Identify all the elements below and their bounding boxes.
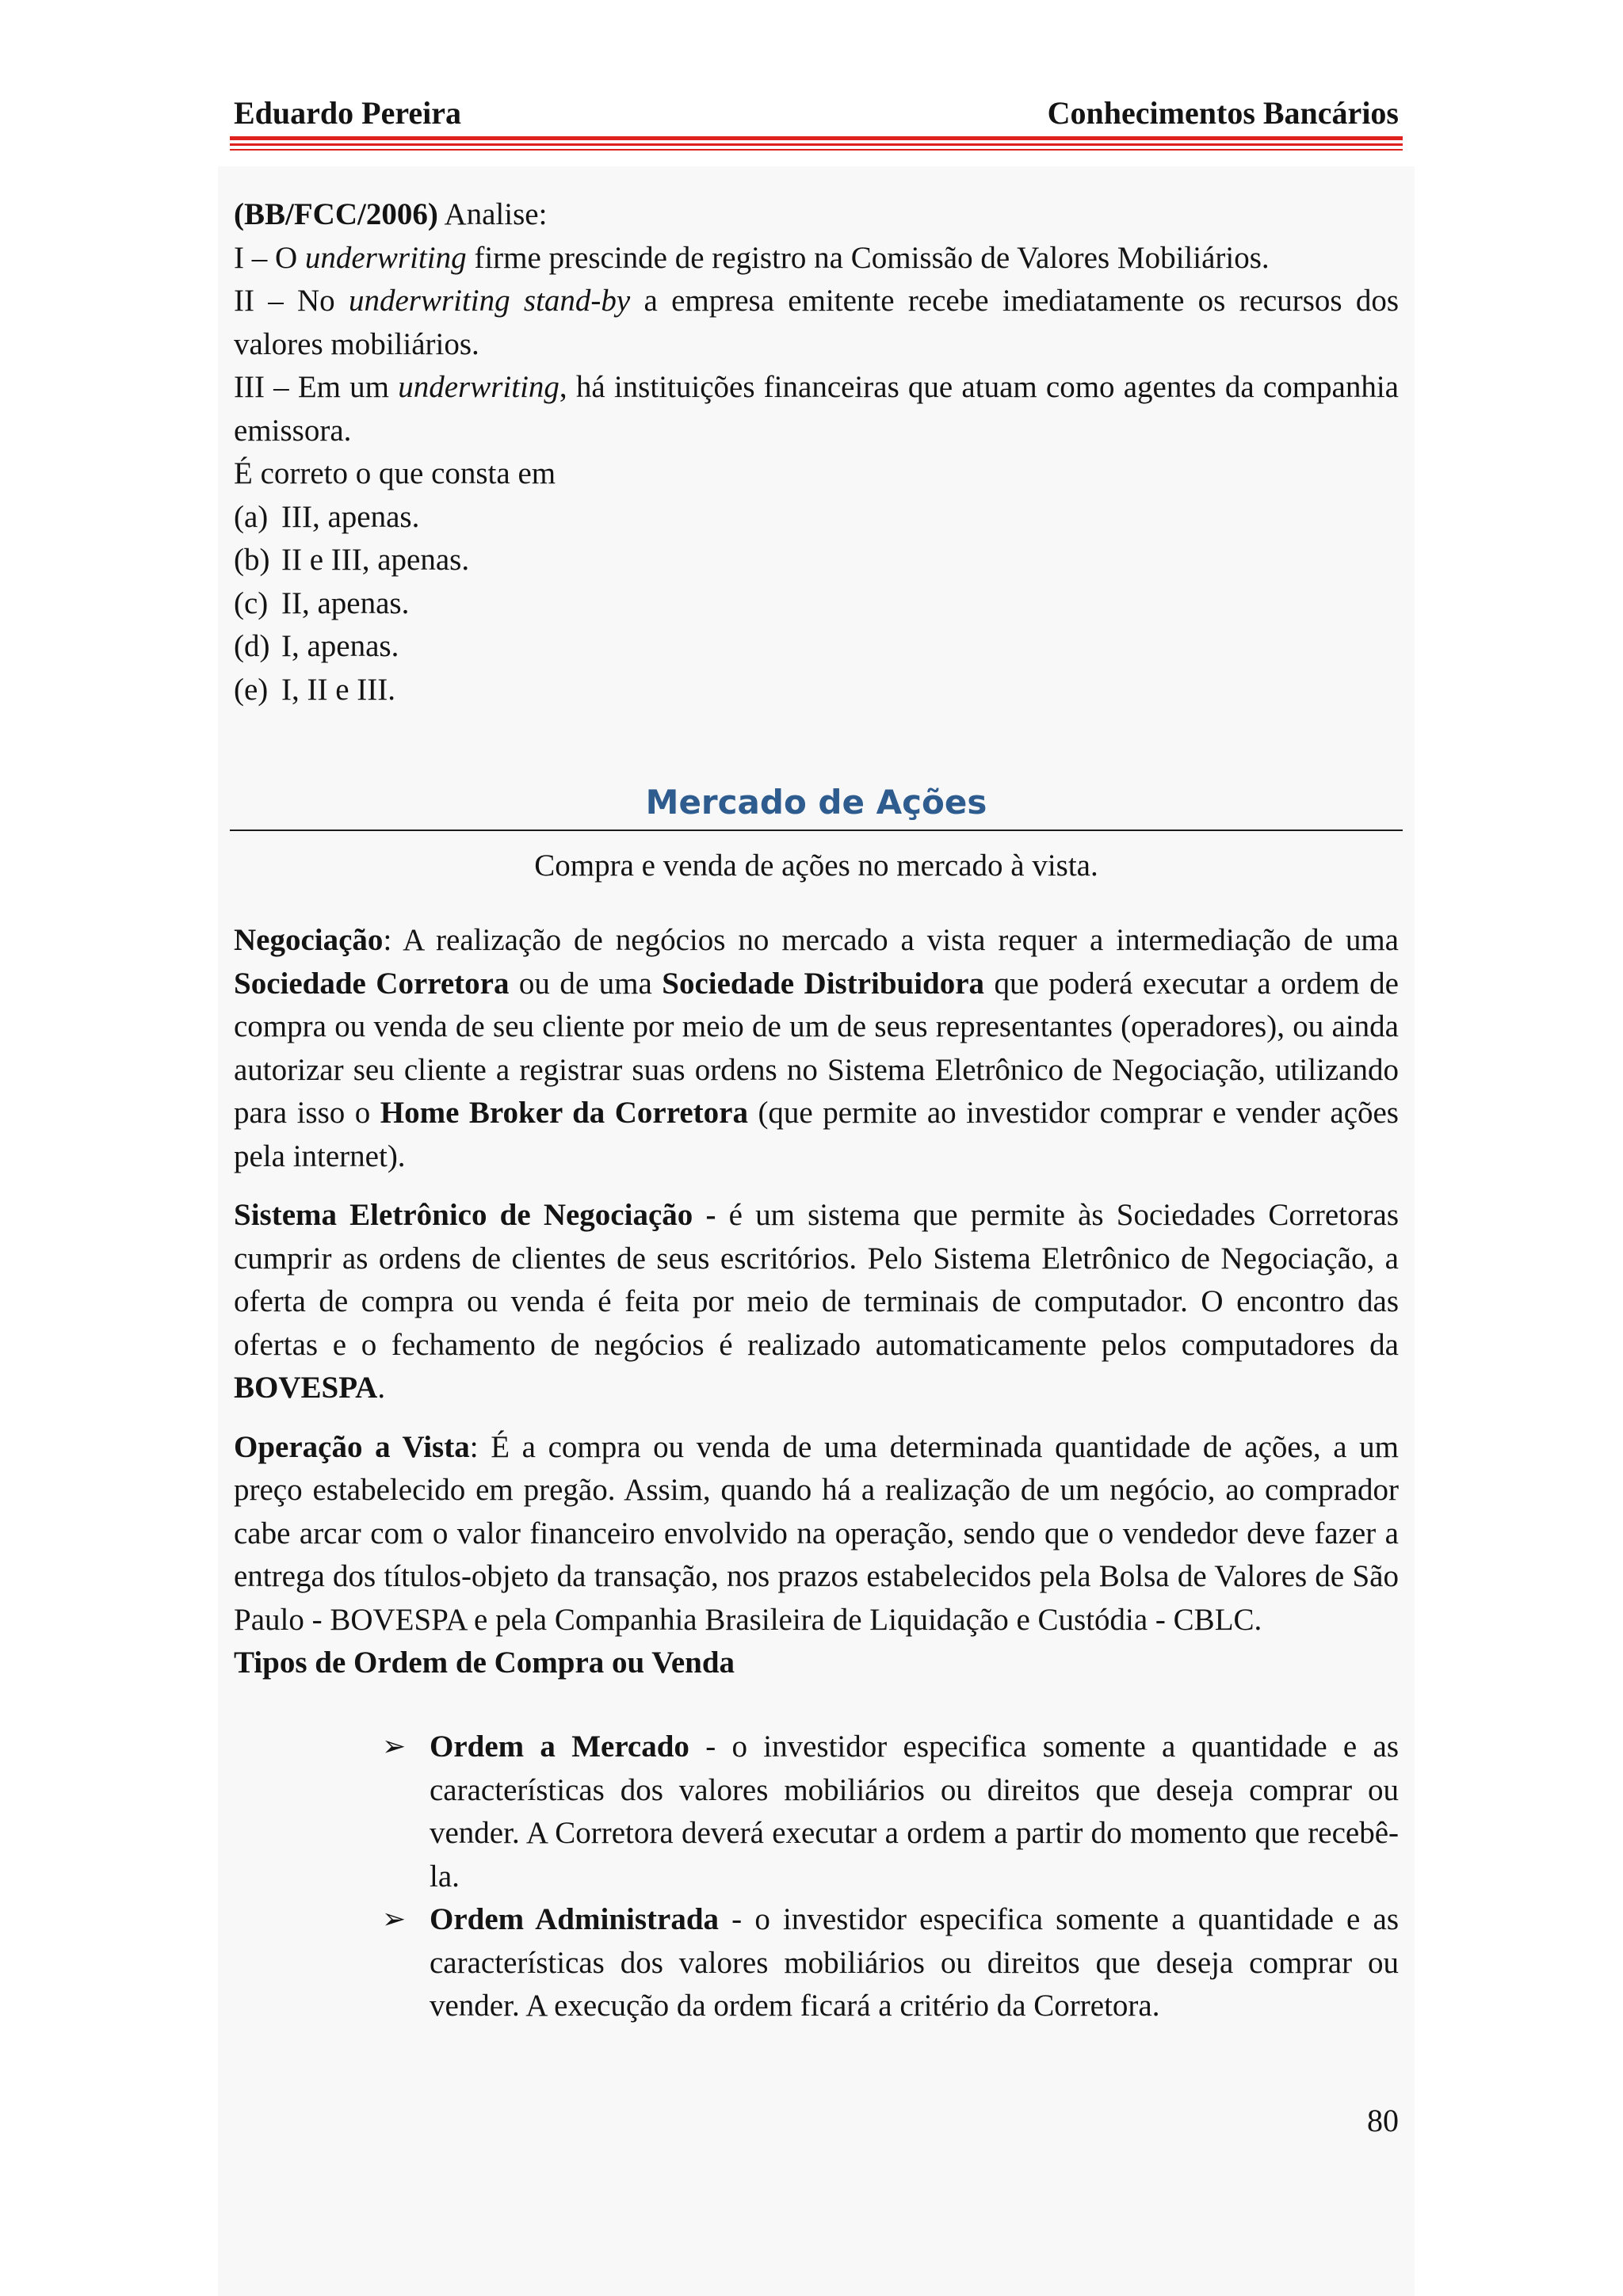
term-sociedade-corretora: Sociedade Corretora: [234, 966, 510, 1001]
list-item-text: - o investidor especifica somente a quantidade e as características dos valores mobiliários ou direitos que deseja comprar ou vender. A execução da ordem ficará a critério da Corretora.: [430, 1902, 1399, 2023]
operacao-text: : É a compra ou venda de uma determinada quantidade de ações, a um preço estabelecido em pregão. Assim, quando há a realização de um negócio, ao comprador cabe arcar com o valor financeiro envolvido na operação, sendo que o vendedor deve fazer a entrega dos títulos-objeto da transação, nos prazos estabelecidos pela Bolsa de Valores de São Paulo - BOVESPA e pela Companhia Brasileira de Liquidação e Custódia - CBLC.: [234, 1429, 1400, 1637]
list-item-text: - o investidor especifica somente a quantidade e as características dos valores mobiliários ou direitos que deseja comprar ou vender. A Corretora deverá executar a ordem a partir do momento que recebê-la.: [430, 1730, 1400, 1894]
arrow-bullet-icon: ➢: [382, 1903, 407, 1936]
order-types-list: [382, 1726, 1399, 2028]
item1-term: underwriting: [304, 240, 467, 275]
question-source: (BB/FCC/2006): [234, 197, 438, 231]
option-letter: (e): [234, 672, 269, 707]
list-item: [382, 1726, 1399, 1898]
question-prompt: Analise:: [444, 197, 548, 231]
section-title: Mercado de Ações: [645, 783, 987, 822]
answer-option-b: [234, 539, 1399, 582]
option-text: II e III, apenas.: [281, 543, 470, 577]
term-home-broker: Home Broker da Corretora: [380, 1096, 748, 1130]
negociacao-text-2: ou de uma: [509, 966, 663, 1001]
sistema-text-2: .: [377, 1371, 386, 1405]
item3-text: , há instituições financeiras que atuam como agentes da companhia emissora.: [234, 370, 1399, 448]
option-text: I, II e III.: [281, 672, 395, 707]
header-rule-middle: [230, 143, 1403, 146]
page-number: 80: [1367, 2103, 1399, 2138]
answer-option-d: [234, 625, 1399, 669]
term-operacao-a-vista: Operação a Vista: [234, 1429, 470, 1464]
running-header: [234, 93, 1399, 133]
question-heading: [234, 193, 1399, 237]
option-letter: (a): [234, 499, 269, 534]
item2-term: underwriting stand-by: [348, 284, 631, 318]
question-stem: É correto o que consta em: [234, 456, 556, 490]
tipos-heading: [234, 1642, 1399, 1685]
section-subtitle: Compra e venda de ações no mercado à vista.: [534, 849, 1098, 883]
term-sistema-eletronico: Sistema Eletrônico de Negociação -: [234, 1198, 716, 1232]
term-ordem-administrada: Ordem Administrada: [430, 1902, 720, 1936]
header-rule-top: [230, 136, 1403, 140]
option-letter: (c): [234, 585, 269, 620]
term-sociedade-distribuidora: Sociedade Distribuidora: [662, 966, 985, 1001]
question-block: [234, 193, 1399, 711]
option-text: II, apenas.: [281, 585, 410, 620]
item2-prefix: II – No: [234, 284, 349, 318]
paragraph-sistema: [234, 1194, 1399, 1410]
item1-prefix: I – O: [234, 240, 305, 275]
header-subject: Conhecimentos Bancários: [1047, 95, 1399, 131]
item3-prefix: III – Em um: [234, 370, 399, 404]
answer-option-e: [234, 669, 1399, 712]
body-text: [234, 919, 1399, 1685]
header-rule-bottom: [230, 149, 1403, 151]
negociacao-text-1: : A realização de negócios no mercado a vista requer a intermediação de uma: [383, 923, 1399, 957]
term-negociacao: Negociação: [234, 923, 384, 957]
option-text: I, apenas.: [281, 629, 399, 663]
question-item-1: [234, 237, 1399, 280]
option-letter: (b): [234, 543, 270, 577]
section-rule: [230, 830, 1403, 831]
paragraph-negociacao: [234, 919, 1399, 1178]
negociacao-text-4: (que permite ao investidor comprar e vender ações pela internet).: [234, 1096, 1399, 1173]
sistema-text-1: é um sistema que permite às Sociedades Corretoras cumprir as ordens de clientes de seus escritórios. Pelo Sistema Eletrônico de Negociação, a oferta de compra ou venda é feita por meio de terminais de computador. O encontro das ofertas e o fechamento de negócios é realizado automaticamente pelos computadores da: [234, 1198, 1399, 1362]
option-text: III, apenas.: [281, 499, 420, 534]
answer-option-a: [234, 496, 1399, 540]
item3-term: underwriting: [398, 370, 559, 404]
arrow-bullet-icon: ➢: [382, 1730, 407, 1763]
tipos-heading-text: Tipos de Ordem de Compra ou Venda: [234, 1646, 735, 1680]
question-item-2: [234, 280, 1399, 366]
item2-text: a empresa emitente recebe imediatamente os recursos dos valores mobiliários.: [234, 284, 1399, 361]
term-bovespa: BOVESPA: [234, 1371, 378, 1405]
header-author: Eduardo Pereira: [234, 95, 462, 131]
item1-text: firme prescinde de registro na Comissão de Valores Mobiliários.: [466, 240, 1270, 275]
question-item-3: [234, 366, 1399, 452]
term-ordem-a-mercado: Ordem a Mercado: [430, 1730, 689, 1764]
negociacao-text-3: que poderá executar a ordem de compra ou venda de seu cliente por meio de um de seus representantes (operadores), ou ainda autorizar seu cliente a registrar suas ordens no Sistema Eletrônico de Negociação, utilizando para isso o: [234, 966, 1399, 1130]
paragraph-operacao: [234, 1426, 1399, 1642]
answer-option-c: [234, 582, 1399, 626]
option-letter: (d): [234, 629, 270, 663]
list-item: [382, 1898, 1399, 2028]
